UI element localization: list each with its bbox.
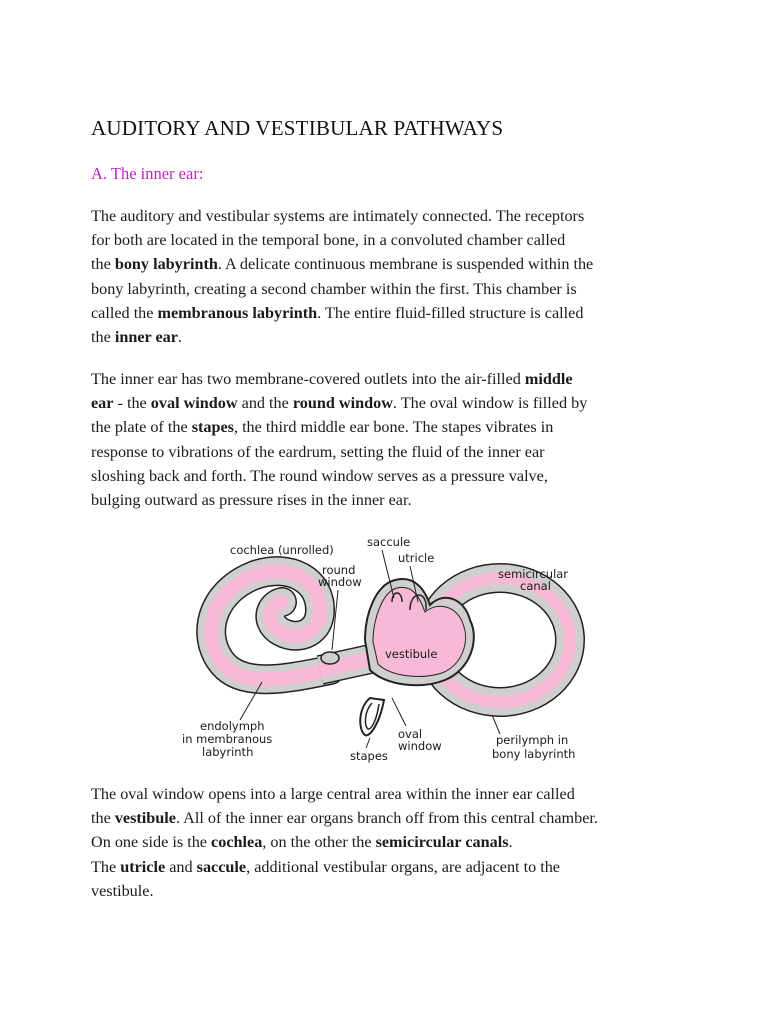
label-stapes: stapes [350, 749, 388, 763]
text-run: . A delicate continuous membrane is suspended within the [217, 255, 594, 274]
text-line [91, 301, 691, 325]
label-oval-window-2: window [398, 739, 442, 753]
label-semicircular-2: canal [520, 579, 551, 593]
text-line [91, 367, 691, 391]
label-round-window-2: window [318, 575, 362, 589]
text-run: The [91, 857, 121, 876]
label-endolymph-1: endolymph [200, 719, 265, 733]
text-run: - the [113, 394, 151, 413]
text-run: the plate of the [91, 418, 192, 437]
text-run: . All of the inner ear organs branch off from this central chamber. [175, 809, 598, 828]
bold-term: membranous labyrinth [157, 303, 318, 322]
paragraph-2 [91, 367, 691, 512]
text-run: , the third middle ear bone. The stapes vibrates in [233, 418, 554, 437]
label-endolymph-2: in membranous [182, 732, 273, 746]
text-run: , additional vestibular organs, are adjacent to the [246, 857, 560, 876]
inner-ear-diagram [170, 530, 590, 770]
text-run: , on the other the [262, 833, 376, 852]
text-line [91, 391, 691, 415]
text-run: the [91, 809, 115, 828]
text-run: The auditory and vestibular systems are intimately connected. The receptors [91, 207, 585, 225]
label-round-window-1: round [322, 563, 356, 577]
label-semicircular-1: semicircular [498, 567, 569, 581]
label-perilymph-2: bony labyrinth [492, 747, 576, 761]
bold-term: inner ear [114, 328, 178, 347]
oval-window-pointer [392, 698, 406, 726]
text-line [91, 277, 691, 301]
bold-term: cochlea [211, 833, 263, 852]
bold-term: utricle [120, 857, 166, 876]
text-run: and [165, 857, 197, 876]
text-line [91, 204, 691, 228]
bold-term: vestibule [114, 809, 176, 828]
bold-term: round window [292, 394, 393, 413]
text-run: On one side is the [91, 833, 212, 852]
text-run: response to vibrations of the eardrum, setting the fluid of the inner ear [91, 442, 545, 461]
perilymph-pointer [492, 715, 500, 734]
bold-term: stapes [191, 418, 234, 437]
paragraph-3 [91, 782, 691, 903]
text-run: and the [237, 394, 293, 413]
inner-ear-svg [170, 530, 590, 770]
text-line [91, 830, 691, 854]
label-oval-window-1: oval [398, 727, 423, 741]
label-endolymph-3: labyrinth [202, 745, 254, 759]
text-line [91, 440, 691, 464]
text-run: the [91, 255, 115, 274]
bold-term: bony labyrinth [114, 255, 218, 274]
section-heading: A. The inner ear: [91, 164, 204, 183]
label-utricle: utricle [398, 551, 435, 565]
stapes-pointer [366, 738, 370, 748]
text-line [91, 855, 691, 879]
text-run: for both are located in the temporal bone, in a convoluted chamber called [91, 231, 566, 250]
text-line [91, 252, 691, 276]
text-line [91, 879, 691, 903]
text-run: The oval window opens into a large central area within the inner ear called [91, 785, 575, 803]
text-run: sloshing back and forth. The round window serves as a pressure valve, [91, 466, 548, 485]
bold-term: semicircular canals [375, 833, 509, 852]
text-run: bulging outward as pressure rises in the inner ear. [91, 491, 412, 510]
round-window-shape [321, 652, 339, 664]
bold-term: middle [524, 370, 573, 388]
label-cochlea: cochlea (unrolled) [230, 543, 334, 557]
bold-term: oval window [150, 394, 238, 413]
text-run: called the [91, 303, 158, 322]
label-perilymph-1: perilymph in [496, 733, 569, 747]
page-title: AUDITORY AND VESTIBULAR PATHWAYS [91, 116, 504, 140]
text-line [91, 806, 691, 830]
text-run: vestibule. [91, 881, 154, 900]
text-run: bony labyrinth, creating a second chamber within the first. This chamber is [91, 279, 577, 298]
text-line [91, 464, 691, 488]
bold-term: saccule [196, 857, 247, 876]
label-saccule: saccule [367, 535, 411, 549]
label-vestibule: vestibule [385, 647, 438, 661]
text-run: . [177, 328, 182, 347]
text-run: . The entire fluid-filled structure is called [317, 303, 584, 322]
text-run: The inner ear has two membrane-covered outlets into the air-filled [91, 370, 525, 388]
bold-term: ear [91, 394, 114, 413]
paragraph-1 [91, 204, 691, 349]
text-line [91, 325, 691, 349]
text-line [91, 228, 691, 252]
text-run: . [508, 833, 513, 852]
text-run: . The oval window is filled by [392, 394, 588, 413]
text-line [91, 415, 691, 439]
text-line [91, 782, 691, 806]
text-run: the [91, 328, 115, 347]
text-line [91, 488, 691, 512]
